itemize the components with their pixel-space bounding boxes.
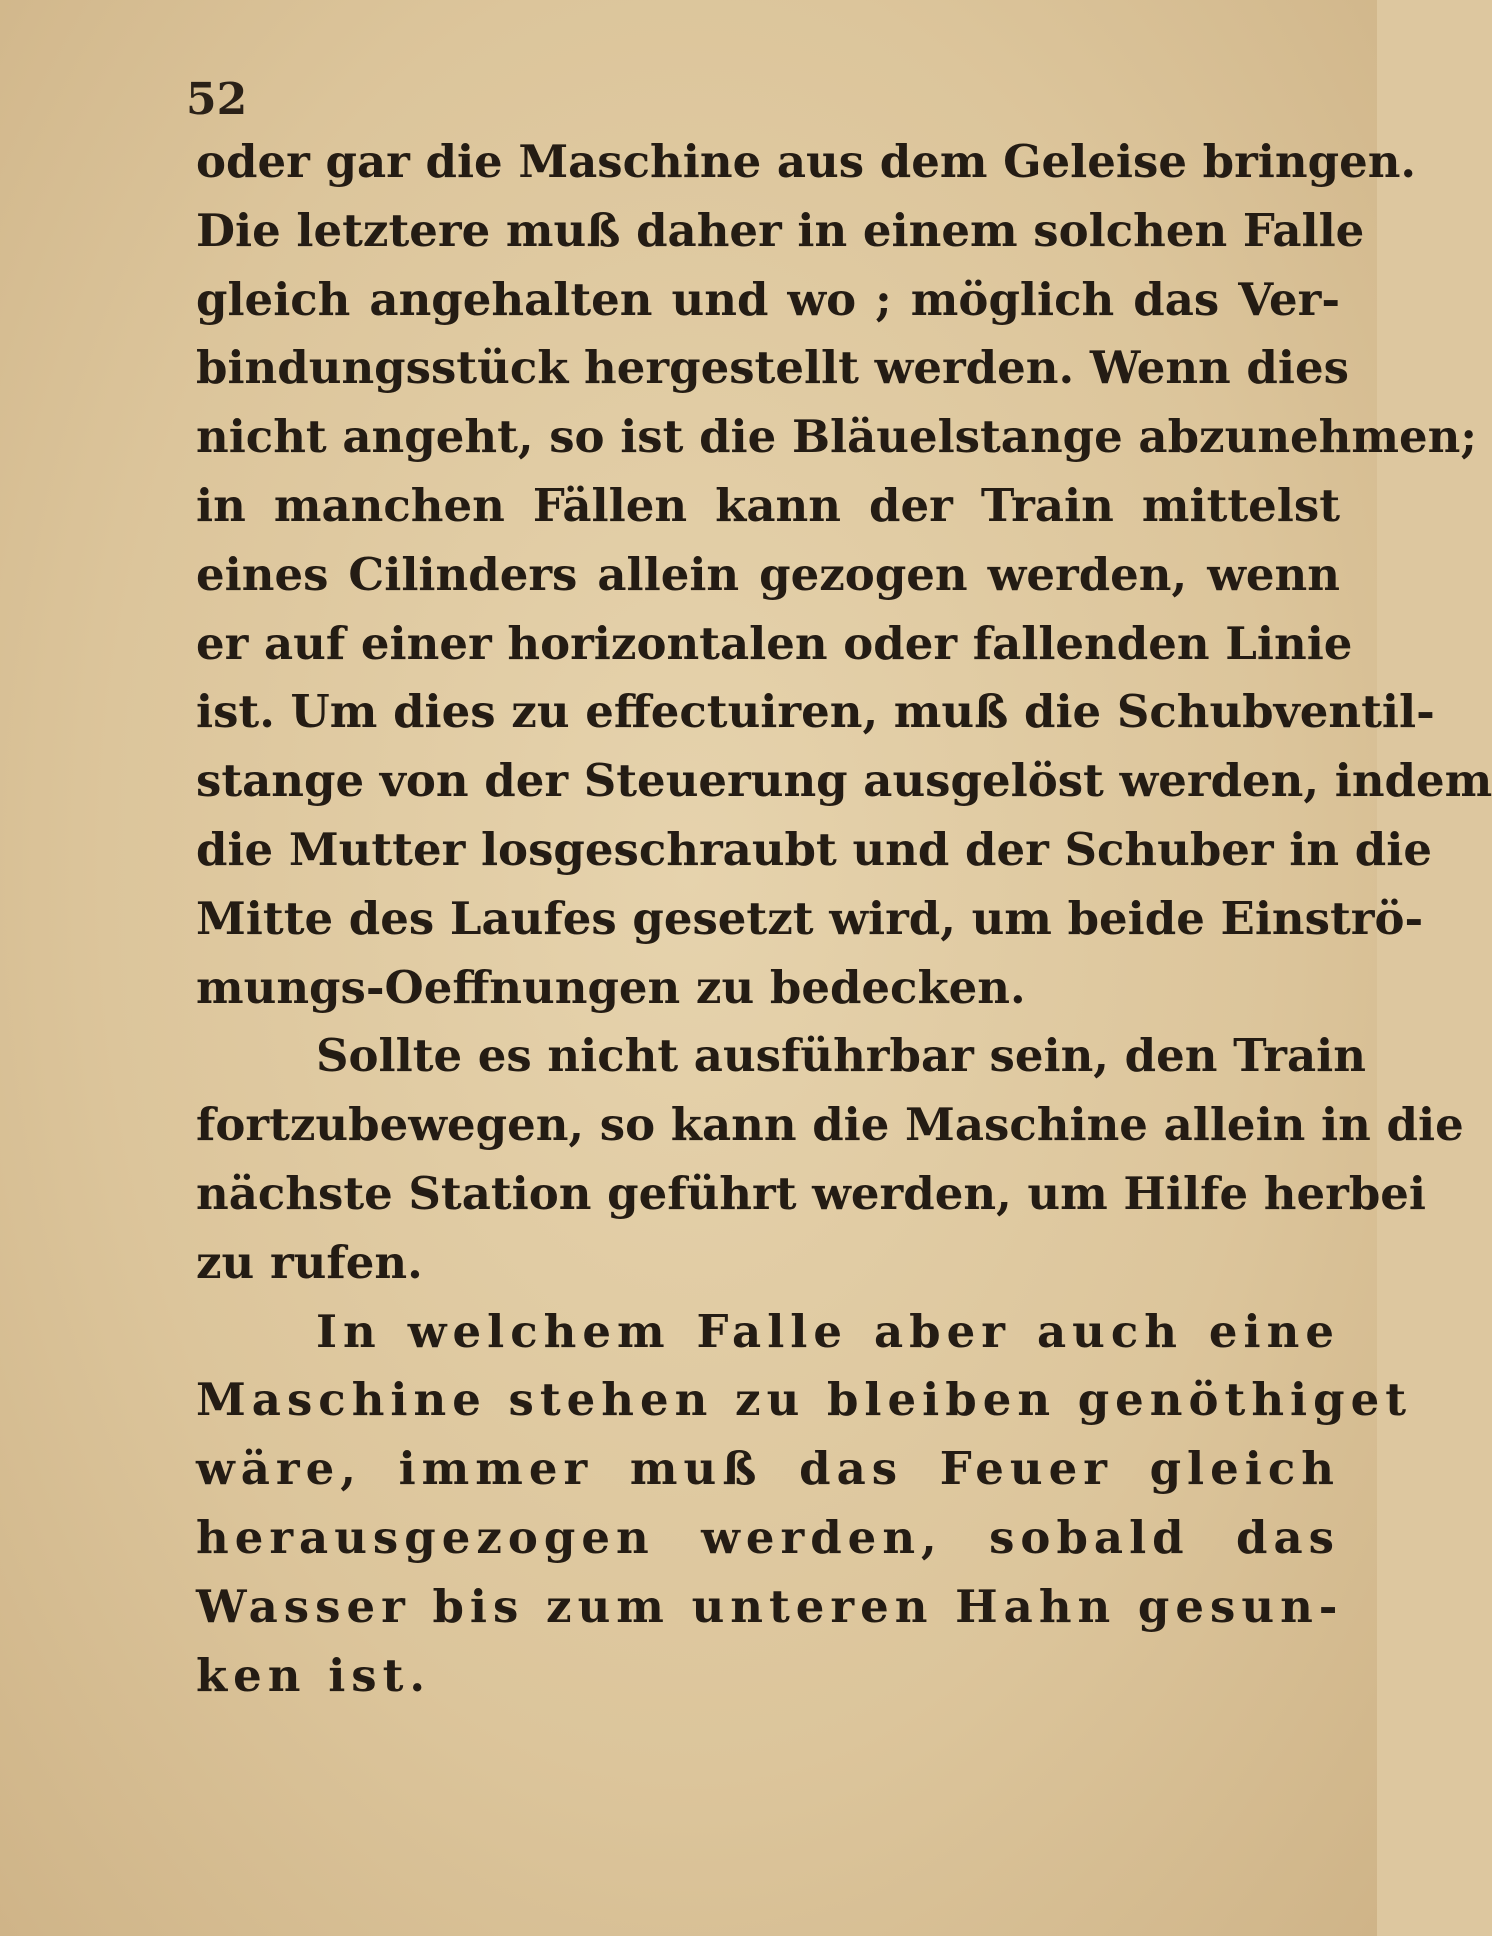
text-line: wäre, immer muß das Feuer gleich [196, 1442, 1340, 1496]
text-line: nicht angeht, so ist die Bläuelstange abzunehmen; [196, 410, 1477, 464]
text-line: oder gar die Maschine aus dem Geleise bringen. [196, 135, 1417, 188]
text-line: fortzubewegen, so kann die Maschine allein in die [196, 1098, 1464, 1152]
text-line: herausgezogen werden, sobald das [196, 1510, 1340, 1564]
text-line: Wasser bis zum unteren Hahn gesun- [196, 1579, 1344, 1633]
text-line: er auf einer horizontalen oder fallenden Linie [196, 616, 1353, 670]
text-line: Mitte des Laufes gesetzt wird, um beide Einströ- [196, 891, 1424, 945]
page-number: 52 [186, 74, 248, 125]
text-line: gleich angehalten und wo ; möglich das Ver- [196, 272, 1340, 326]
body-text [196, 128, 1492, 1710]
text-line: stange von der Steuerung ausgelöst werden, indem [196, 754, 1492, 808]
text-line: Sollte es nicht ausführbar sein, den Train [316, 1029, 1366, 1083]
text-line: bindungsstück hergestellt werden. Wenn dies [196, 341, 1349, 395]
text-line: Die letztere muß daher in einem solchen Falle [196, 203, 1365, 257]
text-line: die Mutter losgeschraubt und der Schuber in die [196, 822, 1432, 876]
text-line: nächste Station geführt werden, um Hilfe herbei [196, 1166, 1427, 1220]
text-line: eines Cilinders allein gezogen werden, wenn [196, 547, 1340, 601]
text-line: zu rufen. [196, 1235, 423, 1289]
text-line: ist. Um dies zu effectuiren, muß die Schubventil- [196, 685, 1435, 739]
text-line: Maschine stehen zu bleiben genöthiget [196, 1373, 1413, 1427]
text-line: in manchen Fällen kann der Train mittelst [196, 478, 1340, 532]
text-line: In welchem Falle aber auch eine [316, 1304, 1340, 1358]
text-line: ken ist. [196, 1648, 432, 1702]
text-line: mungs-Oeffnungen zu bedecken. [196, 960, 1026, 1014]
